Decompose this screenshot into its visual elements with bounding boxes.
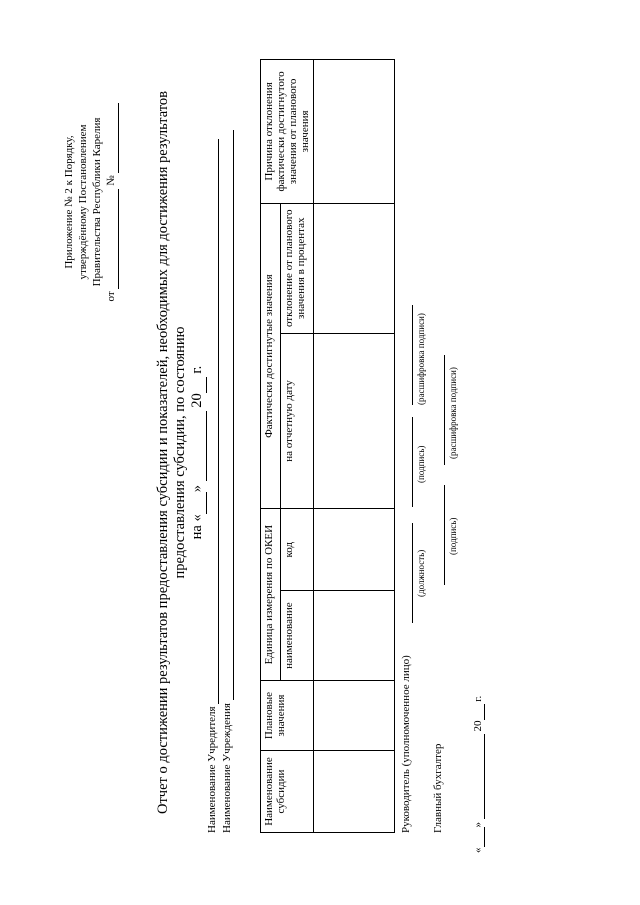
signature-month-blank[interactable] xyxy=(472,734,485,819)
head-signature-caption: (подпись) xyxy=(416,445,426,483)
accountant-signature-line[interactable] xyxy=(432,485,445,585)
appendix-from: от xyxy=(105,291,117,302)
signature-date-prefix: « xyxy=(472,847,484,853)
header-unit-group: Единица измерения по ОКЕИ xyxy=(261,509,281,681)
title-date-mid: » xyxy=(189,485,205,493)
report-table xyxy=(260,59,395,833)
accountant-signature-row xyxy=(432,744,444,833)
signature-date-year: 20 xyxy=(472,720,484,732)
title-year-blank[interactable] xyxy=(189,377,207,393)
header-actual-date: на отчетную дату xyxy=(280,333,313,509)
accountant-decode-caption: (расшифровка подписи) xyxy=(448,367,458,459)
cell-subsidy[interactable] xyxy=(314,751,395,833)
signature-day-blank[interactable] xyxy=(472,828,485,848)
appendix-number: № xyxy=(105,175,117,186)
cell-plan[interactable] xyxy=(314,681,395,751)
header-actual-group: Фактически достигнутые значения xyxy=(261,203,281,508)
head-position-line[interactable] xyxy=(400,523,413,623)
accountant-signature-caption: (подпись) xyxy=(448,517,458,555)
title-month-blank[interactable] xyxy=(189,411,207,481)
founder-label: Наименование Учредителя xyxy=(206,706,218,833)
table-row xyxy=(314,60,395,833)
cell-reason[interactable] xyxy=(314,60,395,204)
institution-input-line[interactable] xyxy=(221,130,234,700)
head-signature-row xyxy=(400,655,412,833)
appendix-line-1: Приложение № 2 к Порядку, xyxy=(63,135,75,269)
head-signature-line[interactable] xyxy=(400,417,413,507)
accountant-label: Главный бухгалтер xyxy=(432,743,444,833)
accountant-decode-line[interactable] xyxy=(432,355,445,465)
appendix-header xyxy=(62,52,119,352)
header-unit-code: код xyxy=(280,509,313,591)
institution-field xyxy=(221,130,234,833)
cell-unit-code[interactable] xyxy=(314,509,395,591)
report-title xyxy=(155,40,207,865)
cell-unit-name[interactable] xyxy=(314,591,395,681)
head-label: Руководитель (уполномоченное лицо) xyxy=(400,655,412,833)
cell-actual-date[interactable] xyxy=(314,333,395,509)
title-date-suffix: г. xyxy=(189,365,205,374)
appendix-number-blank[interactable] xyxy=(104,103,119,173)
founder-field xyxy=(206,139,219,833)
title-day-blank[interactable] xyxy=(189,492,207,514)
appendix-date-blank[interactable] xyxy=(104,189,119,289)
appendix-line-4 xyxy=(104,52,119,352)
appendix-line-2: утверждённому Постановлением xyxy=(77,124,89,280)
cell-actual-deviation[interactable] xyxy=(314,203,395,333)
title-date-prefix: на « xyxy=(189,514,205,540)
head-position-caption: (должность) xyxy=(416,549,426,597)
signature-year-blank[interactable] xyxy=(472,705,485,721)
header-actual-deviation: отклонение от планового значения в процентах xyxy=(280,203,313,333)
title-date-year: 20 xyxy=(189,393,205,408)
title-date-line xyxy=(189,40,207,865)
title-line-2: предоставления субсидии, по состоянию xyxy=(172,326,188,579)
appendix-line-3: Правительства Республики Карелия xyxy=(91,117,103,287)
signature-date-line xyxy=(472,696,485,853)
header-subsidy: Наименование субсидии xyxy=(261,751,314,833)
header-unit-name: наименование xyxy=(280,591,313,681)
institution-label: Наименование Учреждения xyxy=(221,703,233,833)
founder-input-line[interactable] xyxy=(206,139,219,704)
title-line-1: Отчет о достижении результатов предоставления субсидии и показателей, необходимых для достижения результатов xyxy=(155,91,171,815)
head-decode-caption: (расшифровка подписи) xyxy=(416,313,426,405)
header-reason: Причина отклонения фактически достигнутого значения от планового значения xyxy=(261,60,314,204)
head-decode-line[interactable] xyxy=(400,305,413,405)
signature-date-suffix: г. xyxy=(472,695,484,702)
header-plan: Плановые значения xyxy=(261,681,314,751)
signature-date-mid: » xyxy=(472,822,484,828)
